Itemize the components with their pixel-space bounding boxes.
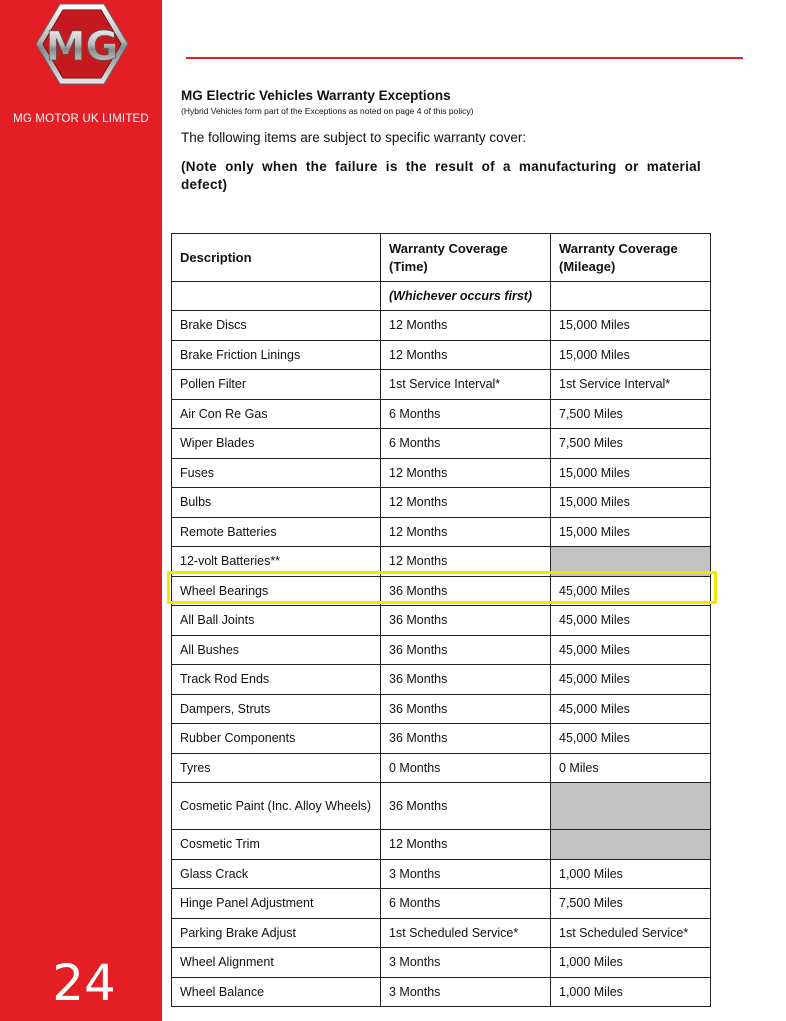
- cell-time: 0 Months: [381, 753, 551, 783]
- cell-desc: Tyres: [172, 753, 381, 783]
- header-mileage: Warranty Coverage (Mileage): [551, 234, 711, 282]
- table-row: [172, 429, 711, 459]
- table-row: [172, 399, 711, 429]
- cell-desc: Remote Batteries: [172, 517, 381, 547]
- cell-desc: 12-volt Batteries**: [172, 547, 381, 577]
- cell-mileage: 15,000 Miles: [551, 458, 711, 488]
- cell-time: 6 Months: [381, 399, 551, 429]
- table-row: [172, 977, 711, 1007]
- cell-time: 1st Scheduled Service*: [381, 918, 551, 948]
- page-title: MG Electric Vehicles Warranty Exceptions: [181, 88, 451, 103]
- cell-desc: Track Rod Ends: [172, 665, 381, 695]
- red-sidebar: [0, 0, 162, 1021]
- cell-desc: Cosmetic Paint (Inc. Alloy Wheels): [172, 783, 381, 830]
- cell-time: 36 Months: [381, 783, 551, 830]
- cell-desc: Glass Crack: [172, 859, 381, 889]
- defect-note: (Note only when the failure is the result of a manufacturing or material defect): [181, 159, 701, 192]
- cell-time: 36 Months: [381, 665, 551, 695]
- cell-mileage: 45,000 Miles: [551, 694, 711, 724]
- page-number: 24: [52, 954, 116, 1012]
- cell-desc: Cosmetic Trim: [172, 830, 381, 860]
- cell-mileage: 7,500 Miles: [551, 429, 711, 459]
- cell-desc: Hinge Panel Adjustment: [172, 889, 381, 919]
- cell-mileage: 45,000 Miles: [551, 576, 711, 606]
- table-row: [172, 724, 711, 754]
- cell-time: 12 Months: [381, 517, 551, 547]
- cell-desc: Wheel Alignment: [172, 948, 381, 978]
- cell-mileage: 45,000 Miles: [551, 724, 711, 754]
- mg-logo: [34, 2, 130, 86]
- cell-desc: Rubber Components: [172, 724, 381, 754]
- cell-mileage: 1st Service Interval*: [551, 370, 711, 400]
- table-row: [172, 340, 711, 370]
- cell-time: 6 Months: [381, 429, 551, 459]
- table-row: [172, 635, 711, 665]
- cell-mileage: [551, 783, 711, 830]
- cell-desc: All Bushes: [172, 635, 381, 665]
- table-subheader-row: [172, 282, 711, 311]
- table-row: [172, 694, 711, 724]
- table-header-row: [172, 234, 711, 282]
- cell-desc: Pollen Filter: [172, 370, 381, 400]
- table-row: [172, 370, 711, 400]
- cell-mileage: 15,000 Miles: [551, 340, 711, 370]
- cell-time: 3 Months: [381, 948, 551, 978]
- cell-desc: Fuses: [172, 458, 381, 488]
- cell-time: 3 Months: [381, 977, 551, 1007]
- cell-desc: Air Con Re Gas: [172, 399, 381, 429]
- table-row: [172, 948, 711, 978]
- table-row: [172, 889, 711, 919]
- table-row: [172, 606, 711, 636]
- table-row: [172, 458, 711, 488]
- cell-time: 12 Months: [381, 488, 551, 518]
- cell-desc: Brake Friction Linings: [172, 340, 381, 370]
- cell-mileage: 15,000 Miles: [551, 517, 711, 547]
- cell-time: 12 Months: [381, 340, 551, 370]
- cell-desc: All Ball Joints: [172, 606, 381, 636]
- cell-desc: Bulbs: [172, 488, 381, 518]
- warranty-table: [171, 233, 711, 1007]
- cell-time: 6 Months: [381, 889, 551, 919]
- cell-mileage: 45,000 Miles: [551, 606, 711, 636]
- cell-time: 12 Months: [381, 458, 551, 488]
- cell-time: 1st Service Interval*: [381, 370, 551, 400]
- cell-time: 36 Months: [381, 724, 551, 754]
- cell-time: 36 Months: [381, 606, 551, 636]
- cell-time: 12 Months: [381, 830, 551, 860]
- cell-mileage: 0 Miles: [551, 753, 711, 783]
- header-description: Description: [172, 234, 381, 282]
- cell-time: 3 Months: [381, 859, 551, 889]
- header-time: Warranty Coverage (Time): [381, 234, 551, 282]
- cell-time: 12 Months: [381, 547, 551, 577]
- cell-desc: Parking Brake Adjust: [172, 918, 381, 948]
- cell-mileage: 1,000 Miles: [551, 948, 711, 978]
- page-subtitle: (Hybrid Vehicles form part of the Exceptions as noted on page 4 of this policy): [181, 106, 474, 116]
- cell-mileage: 15,000 Miles: [551, 488, 711, 518]
- table-row: [172, 859, 711, 889]
- intro-text: The following items are subject to specific warranty cover:: [181, 130, 527, 145]
- highlight-box: [167, 571, 717, 604]
- cell-time: 36 Months: [381, 635, 551, 665]
- table-row: [172, 830, 711, 860]
- table-row: [172, 783, 711, 830]
- cell-mileage: 1,000 Miles: [551, 977, 711, 1007]
- cell-mileage: 15,000 Miles: [551, 311, 711, 341]
- table-row: [172, 665, 711, 695]
- cell-desc: Brake Discs: [172, 311, 381, 341]
- cell-mileage: 7,500 Miles: [551, 889, 711, 919]
- table-row: [172, 753, 711, 783]
- cell-time: 36 Months: [381, 694, 551, 724]
- table-row: [172, 918, 711, 948]
- svg-text:MG: MG: [45, 24, 119, 70]
- cell-desc: Wheel Balance: [172, 977, 381, 1007]
- cell-mileage: 45,000 Miles: [551, 665, 711, 695]
- company-name: MG MOTOR UK LIMITED: [13, 113, 149, 125]
- cell-mileage: 1st Scheduled Service*: [551, 918, 711, 948]
- table-row: [172, 488, 711, 518]
- cell-mileage: 1,000 Miles: [551, 859, 711, 889]
- cell-desc: Wheel Bearings: [172, 576, 381, 606]
- cell-desc: Dampers, Struts: [172, 694, 381, 724]
- cell-time: 12 Months: [381, 311, 551, 341]
- table-row: [172, 517, 711, 547]
- table-row: [172, 311, 711, 341]
- cell-desc: Wiper Blades: [172, 429, 381, 459]
- whichever-note: (Whichever occurs first): [381, 282, 551, 311]
- header-rule: [186, 57, 743, 59]
- cell-mileage: 7,500 Miles: [551, 399, 711, 429]
- cell-mileage: [551, 830, 711, 860]
- cell-time: 36 Months: [381, 576, 551, 606]
- cell-mileage: 45,000 Miles: [551, 635, 711, 665]
